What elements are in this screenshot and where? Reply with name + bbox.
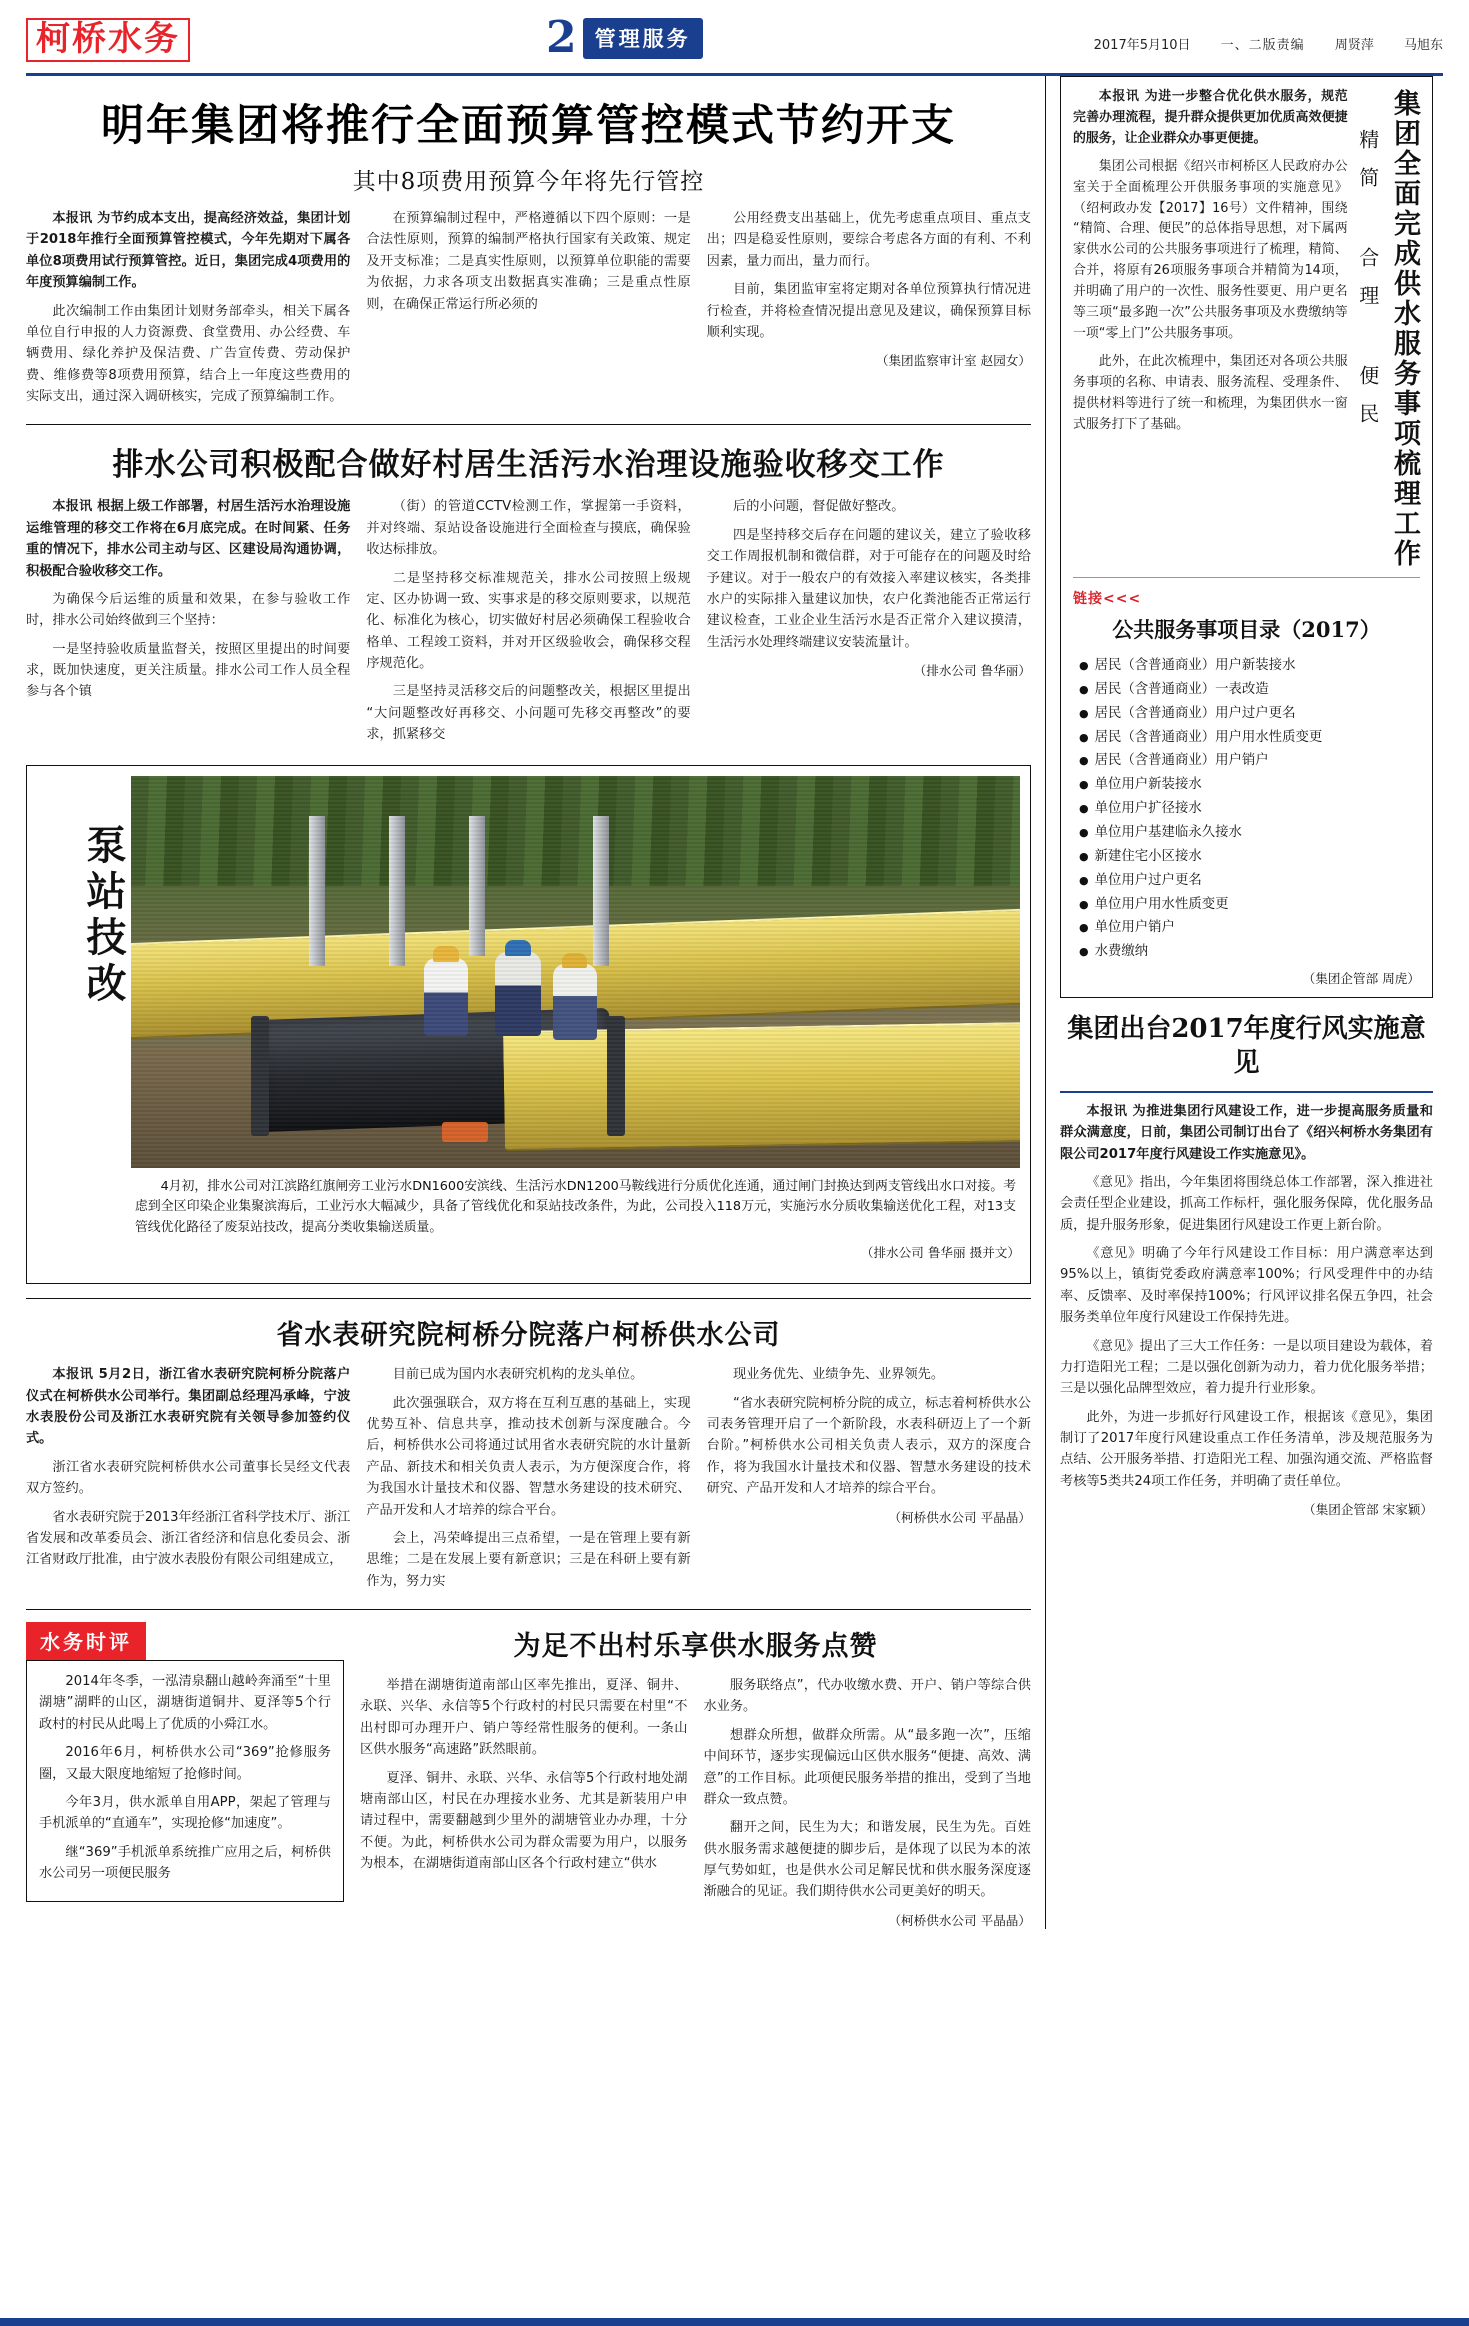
paragraph: 浙江省水表研究院柯桥供水公司董事长吴经文代表双方签约。 [26, 1459, 351, 1497]
photo-feature-title: 泵站技改 [80, 823, 127, 1008]
masthead [26, 14, 1443, 76]
paragraph: 省水表研究院于2013年经浙江省科学技术厅、浙江省发展和改革委员会、浙江省经济和信息化委员会、浙江省财政厅批准，由宁波水表股份有限公司组建成立， [26, 1509, 351, 1568]
list-item: ● 单位用户过户更名 [1079, 869, 1420, 893]
list-item: ● 单位用户扩径接水 [1079, 797, 1420, 821]
section-tag: 管理服务 [583, 18, 703, 59]
photo-caption: 4月初，排水公司对江滨路红旗闸旁工业污水DN1600安滨线、生活污水DN1200马鞍线进行分质优化连通，通过闸门封换达到两支管线出水口对接。考虑到全区印染企业集聚滨海后，工业污水大幅减少，具备了管线优化和泵站技改条件，为此，公司投入118万元，实施污水分质收集输送优化工程，对13支管线优化路径了废泵站技改，提高分类收集输送质量。 [135, 1178, 1016, 1235]
right-feature-box [1060, 76, 1433, 998]
paragraph: 现业务优先、业绩争先、业界领先。 [733, 1367, 945, 1383]
list-item: ● 居民（含普通商业）用户用水性质变更 [1079, 726, 1420, 750]
paragraph: 此次编制工作由集团计划财务部牵头，相关下属各单位自行申报的人力资源费、食堂费用、办公经费、车辆费用、绿化养护及保洁费、广告宣传费、劳动保护费、维修费等8项费用预算，结合上一年度这些费用的实际支出，通过深入调研核实，完成了预算编制工作。 [26, 303, 351, 404]
paragraph: 2016年6月，柯桥供水公司“369”抢修服务圈，又最大限度地缩短了抢修时间。 [39, 1745, 331, 1782]
lead-headline: 明年集团将推行全面预算管控模式节约开支 [101, 101, 956, 151]
paragraph: 为确保今后运维的质量和效果，在参与验收工作时，排水公司始终做到三个坚持： [26, 591, 351, 629]
list-item: ● 居民（含普通商业）一表改造 [1079, 678, 1420, 702]
paragraph: 四是坚持移交后存在问题的建议关，建立了验收移交工作周报机制和微信群，对于可能存在的问题及时给予建议。对于一般农户的有效接入率建议核实，各类排水户的实际排入量建议加快，农户化粪池能否正常运行建议检查，工业企业生活污水是否正常介入建议摸清，生活污水处理终端建议安装流量计。 [706, 527, 1031, 650]
list-item: ● 新建住宅小区接水 [1079, 845, 1420, 869]
paragraph: 会上，冯荣峰提出三点希望，一是在管理上要有新思维；二是在发展上要有新意识；三是在科研上要有新作为，努力实 [366, 1530, 691, 1589]
photo-area [131, 776, 1020, 1274]
lead-col-2 [366, 208, 690, 414]
lead-story-body [26, 208, 1031, 414]
list-item: ● 居民（含普通商业）用户新装接水 [1079, 654, 1420, 678]
right-bottom-headline: 集团出台2017年度行风实施意见 [1067, 1014, 1426, 1079]
byline: （柯桥供水公司 平晶晶） [888, 1509, 1031, 1525]
story2-headline: 排水公司积极配合做好村居生活污水治理设施验收移交工作 [112, 447, 945, 484]
list-item: ● 居民（含普通商业）用户过户更名 [1079, 702, 1420, 726]
divider [1060, 1091, 1433, 1093]
issue-date: 2017年5月10日 [1093, 38, 1191, 53]
pump-station-photo [131, 776, 1020, 1168]
lead-subhead: 其中8项费用预算今年将先行管控 [352, 169, 705, 195]
link-label: 链接<<< [1073, 591, 1142, 607]
paragraph: “省水表研究院柯桥分院的成立，标志着柯桥供水公司表务管理开启了一个新阶段，水表科研迈上了一个新台阶。”柯桥供水公司相关负责人表示，双方的深度合作，将为我国水计量技术和仪器、智慧水务建设的技术研究、产品开发和人才培养的综合平台。 [706, 1395, 1031, 1497]
byline: （集团企管部 宋家颖） [1303, 1502, 1433, 1518]
right-feature-subtitle: 精简 合理 便民 [1355, 129, 1380, 441]
story3-col-2 [366, 1364, 690, 1599]
list-item: ● 居民（含普通商业）用户销户 [1079, 749, 1420, 773]
page-layout [26, 76, 1443, 1929]
paragraph: 服务联络点”，代办收缴水费、开户、销户等综合供水业务。 [703, 1678, 1031, 1715]
divider [26, 1609, 1031, 1610]
paragraph: 想群众所想，做群众所需。从“最多跑一次”，压缩中间环节，逐步实现偏远山区供水服务“便捷、高效、满意”的工作目标。此项便民服务举措的推出，受到了当地群众一致点赞。 [703, 1727, 1031, 1807]
byline: （排水公司 鲁华丽） [913, 663, 1031, 678]
service-list [1073, 654, 1420, 964]
paragraph: 目前，集团监审室将定期对各单位预算执行情况进行检查，并将检查情况提出意见及建议，确保预算目标顺利实现。 [706, 282, 1031, 340]
byline: （集团监察审计室 赵园女） [875, 353, 1031, 369]
story3-headline: 省水表研究院柯桥分院落户柯桥供水公司 [276, 1320, 781, 1352]
paragraph: 夏泽、铜井、永联、兴华、永信等5个行政村地处湖塘南部山区，村民在办理接水业务、尤其是新装用户申请过程中，需要翻越到少里外的湖塘管业办办理，十分不便。为此，柯桥供水公司为群众需要为用户，以服务为根本，在湖塘街道南部山区各个行政村建立“供水 [360, 1770, 688, 1871]
paragraph: 本报讯 为进一步整合优化供水服务，规范完善办理流程，提升群众提供更加优质高效便捷的服务，让企业群众办事更便捷。 [1073, 89, 1348, 146]
review-column [26, 1622, 344, 1929]
story2-col-1 [26, 496, 350, 752]
paragraph: 后的小问题，督促做好整改。 [733, 499, 905, 515]
bottom-columns [26, 1622, 1031, 1929]
story2-col-3 [707, 496, 1031, 752]
editor-name-1: 周贤萍 [1334, 38, 1374, 53]
editors-label: 一、二版责编 [1220, 38, 1305, 53]
paragraph: 《意见》提出了三大工作任务：一是以项目建设为载体，着力打造阳光工程；二是以强化创新为动力，着力优化服务举措；三是以强化品牌型效应，着力提升行业形象。 [1060, 1338, 1433, 1397]
byline: （集团企管部 周虎） [1302, 971, 1420, 987]
story3-col-3 [707, 1364, 1031, 1599]
story4-col-1 [360, 1675, 688, 1929]
paragraph: 本报讯 为推进集团行风建设工作，进一步提高服务质量和群众满意度，日前，集团公司制订出台了《绍兴柯桥水务集团有限公司2017年度行风建设工作实施意见》。 [1060, 1103, 1433, 1162]
right-column [1045, 76, 1433, 1929]
paragraph: 2014年冬季，一泓清泉翻山越岭奔涌至“十里湖塘”湖畔的山区，湖塘街道铜井、夏泽等5个行政村的村民从此喝上了优质的小舜江水。 [39, 1674, 331, 1732]
paragraph: 举措在湖塘街道南部山区率先推出，夏泽、铜井、永联、兴华、永信等5个行政村的村民只需要在村里“不出村即可办理开户、销户等经常性服务的便利。一条山区供水服务“高速路”跃然眼前。 [360, 1678, 688, 1758]
service-list-title: 公共服务事项目录（2017） [1112, 617, 1381, 642]
right-feature-headline: 集团全面完成供水服务事项梳理工作 [1389, 89, 1420, 569]
story3-col-1 [26, 1364, 350, 1599]
paragraph: 此次强强联合，双方将在互利互惠的基础上，实现优势互补、信息共享，推动技术创新与深度融合。今后，柯桥供水公司将通过试用省水表研究院的水计量新产品、新技术和相关负责人表示，为方便深度合作，将为我国水计量技术和仪器、智慧水务建设的技术研究、产品开发和人才培养的综合平台。 [366, 1395, 691, 1518]
page-marker [546, 12, 703, 63]
list-item: ● 单位用户基建临永久接水 [1079, 821, 1420, 845]
list-item: ● 水费缴纳 [1079, 940, 1420, 964]
paragraph: 此外，为进一步抓好行风建设工作，根据该《意见》，集团制订了2017年度行风建设重点工作任务清单，涉及规范服务为点结、公开服务举措、打造阳光工程、加强沟通交流、严格监督考核等5类共24项工作任务，并明确了责任单位。 [1060, 1409, 1433, 1489]
paragraph: 三是坚持灵活移交后的问题整改关，根据区里提出“大问题整改好再移交、小问题可先移交再整改”的要求，抓紧移交 [366, 684, 691, 743]
story2-body [26, 496, 1031, 752]
story4-column [360, 1622, 1031, 1929]
paragraph: 此外，在此次梳理中，集团还对各项公共服务事项的名称、申请表、服务流程、受理条件、提供材料等进行了统一和梳理，为集团供水一窗式服务打下了基础。 [1073, 353, 1348, 432]
right-feature-text [1073, 87, 1354, 569]
paragraph: 本报讯 为节约成本支出，提高经济效益，集团计划于2018年推行全面预算管控模式，今年先期对下属各单位8项费用试行预算管控。近日，集团完成4项费用的年度预算编制工作。 [26, 211, 351, 291]
review-box [26, 1660, 344, 1902]
lead-col-1 [26, 208, 350, 414]
main-column [26, 76, 1031, 1929]
story2-col-2 [366, 496, 690, 752]
paragraph: 继“369”手机派单系统推广应用之后，柯桥供水公司另一项便民服务 [39, 1844, 331, 1881]
paragraph: 集团公司根据《绍兴市柯桥区人民政府办公室关于全面梳理公开供服务事项的实施意见》（绍柯政办发【2017】16号）文件精神，围绕“精简、合理、便民”的总体指导思想，对下属两家供水公司的公共服务事项进行了梳理，精简、合并，将原有26项服务事项合并精简为14项，并明确了用户的一次性、服务性要更、用户更名等三项“最多跑一次”公共服务事项及水费缴纳等一项“零上门”公共服务事项。 [1073, 158, 1348, 341]
paragraph: 目前已成为国内水表研究机构的龙头单位。 [392, 1367, 644, 1383]
paragraph: 在预算编制过程中，严格遵循以下四个原则：一是合法性原则，预算的编制严格执行国家有关政策、规定及开支标准；二是真实性原则，以预算单位职能的需要为依据，力求各项支出数据真实准确；三是重点性原则，在确保正常运行所必须的 [366, 211, 691, 312]
photo-credit: （排水公司 鲁华丽 摄并文） [860, 1244, 1020, 1260]
paragraph: 《意见》明确了今年行风建设工作目标：用户满意率达到95%以上，镇街党委政府满意率100%；行风受理件中的办结率、反馈率、及时率保持100%；行风评议排名保五争四，社会服务类单位年度行风建设工作保持先进。 [1060, 1246, 1433, 1326]
paragraph: 一是坚持验收质量监督关，按照区里提出的时间要求，既加快速度，更关注质量。排水公司工作人员全程参与各个镇 [26, 641, 351, 700]
paragraph: 《意见》指出，今年集团将围绕总体工作部署，深入推进社会责任型企业建设，抓高工作标杆，强化服务保障，优化服务品质，提升服务形象，促进集团行风建设工作更上新台阶。 [1060, 1174, 1433, 1233]
paragraph: 公用经费支出基础上，优先考虑重点项目、重点支出；四是稳妥性原则，要综合考虑各方面的有利、不利因素，量力而出，量力而行。 [706, 211, 1031, 269]
footer-bar [0, 2318, 1469, 2326]
paragraph: 本报讯 根据上级工作部署，村居生活污水治理设施运维管理的移交工作将在6月底完成。在时间紧、任务重的情况下，排水公司主动与区、区建设局沟通协调，积极配合验收移交工作。 [26, 499, 351, 579]
page-number: 2 [546, 12, 577, 63]
list-item: ● 单位用户销户 [1079, 916, 1420, 940]
right-feature-inner [1073, 87, 1420, 569]
story3-body [26, 1364, 1031, 1599]
story4-body [360, 1675, 1031, 1929]
paragraph: 翻开之间，民生为大；和谐发展，民生为先。百姓供水服务需求越便捷的脚步后，是体现了以民为本的浓厚气势如虹，也是供水公司足解民忧和供水服务深度逐渐融合的见证。我们期待供水公司更美好的明天。 [703, 1820, 1031, 1900]
paragraph: （街）的管道CCTV检测工作，掌握第一手资料，并对终端、泵站设备设施进行全面检查与摸底，确保验收达标排放。 [366, 499, 691, 558]
paragraph: 今年3月，供水派单自用APP，架起了管理与手机派单的“直通车”，实现抢修“加速度”。 [39, 1794, 331, 1832]
list-item: ● 单位用户用水性质变更 [1079, 893, 1420, 917]
byline: （柯桥供水公司 平晶晶） [888, 1912, 1031, 1928]
paragraph: 二是坚持移交标准规范关，排水公司按照上级规定、区办协调一致、实事求是的移交原则要求，以规范化、标准化为核心，切实做好村居必须确保工程验收合格单、工程竣工资料，并对开区级验收会，确保移交程序规范化。 [366, 570, 691, 671]
list-item: ● 单位用户新装接水 [1079, 773, 1420, 797]
divider [26, 424, 1031, 425]
story4-headline: 为足不出村乐享供水服务点赞 [513, 1631, 878, 1662]
photo-feature [26, 765, 1031, 1285]
masthead-meta [1068, 34, 1443, 53]
story4-col-2 [704, 1675, 1032, 1929]
divider [1073, 577, 1420, 578]
publication-logo: 柯桥水务 [26, 18, 190, 62]
divider [26, 1298, 1031, 1299]
lead-col-3 [707, 208, 1031, 414]
editor-name-2: 马旭东 [1403, 38, 1443, 53]
bottom-section [26, 1622, 1031, 1929]
review-tag: 水务时评 [26, 1622, 146, 1660]
paragraph: 本报讯 5月2日，浙江省水表研究院柯桥分院落户仪式在柯桥供水公司举行。集团副总经理冯承峰，宁波水表股份公司及浙江水表研究院有关领导参加签约仪式。 [26, 1367, 351, 1447]
